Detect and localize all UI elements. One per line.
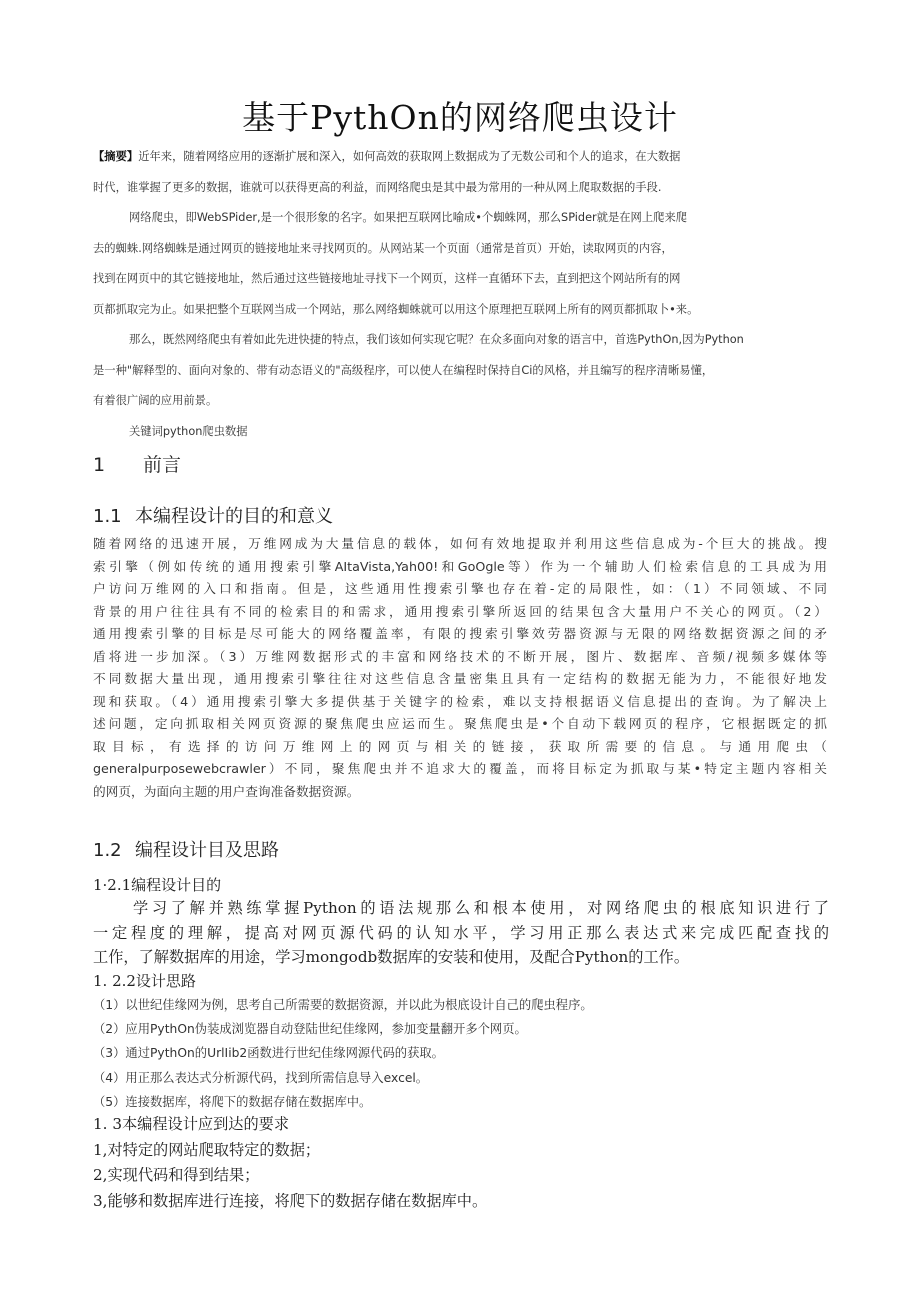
paragraph-line: 不同数据大量出现，通用搜索引擎往往对这些信息含量密集且具有一定结构的数据无能为力，不能很好地发: [93, 671, 827, 686]
paragraph-line: 通用搜索引擎的目标是尽可能大的网络覆盖率，有限的搜索引擎效劳器资源与无限的网络数据资源之间的矛: [93, 626, 827, 641]
paragraph-line: 的网页，为面向主题的用户查询准备数据资源。: [93, 783, 360, 799]
paragraph-line: 述问题，定向抓取相关网页资源的聚焦爬虫应运而生。聚焦爬虫是•个自动下载网页的程序，它根据既定的抓: [93, 716, 827, 731]
paragraph-line: 现和获取。（4）通用搜索引擎大多提供基于关键字的检索，难以支持根据语义信息提出的查询。为了解决上: [93, 693, 827, 709]
section-number: 1.2: [93, 840, 122, 861]
section-title: 编程设计目及思路: [135, 840, 279, 861]
abstract-line: 时代，谁掌握了更多的数据，谁就可以获得更高的利益，而网络爬虫是其中最为常用的一种从网上爬取数据的手段.: [93, 180, 662, 194]
abstract-line: 网络爬虫，即WebSPider,是一个很形象的名字。如果把互联网比喻成•个蜘蛛网，那么SPider就是在网上爬来爬: [129, 211, 688, 224]
document-title: 基于PythOn的网络爬虫设计: [242, 98, 678, 137]
paragraph-line: 背景的用户往往具有不同的检索目的和需求，通用搜索引擎所返回的结果包含大量用户不关心的网页。（2）: [93, 603, 827, 619]
section-1-2-2-heading: 1. 2.2设计思路: [93, 972, 196, 990]
paragraph-line: 一定程度的理解，提高对网页源代码的认知水平，学习用正那么表达式来完成匹配查找的: [93, 923, 829, 942]
paragraph-line: 盾将进一步加深。（3）万维网数据形式的丰富和网络技术的不断开展，图片、数据库、音频/视频多媒体等: [93, 648, 827, 664]
paragraph-line: 户访问万维网的入口和指南。但是，这些通用性搜索引擎也存在着-定的局限性，如：（1）不同领域、不同: [93, 581, 827, 596]
abstract-label: 【摘要】: [93, 150, 139, 163]
list-item: （4）用正那么表达式分析源代码，找到所需信息导入excel。: [93, 1070, 429, 1085]
requirements-section: [93, 1112, 833, 1214]
section-title: 前言: [143, 454, 182, 476]
abstract-line: 那么，既然网络爬虫有着如此先进快捷的特点，我们该如何实现它呢？在众多面向对象的语言中，首选PythOn,因为Python: [129, 333, 744, 346]
list-item: （2）应用PythOn伪装成浏览器自动登陆世纪佳缘网，参加变量翻开多个网页。: [93, 1022, 527, 1037]
abstract-line: 【摘要】近年来，随着网络应用的逐渐扩展和深入，如何高效的获取网上数据成为了无数公司和个人的追求，在大数据: [93, 150, 681, 163]
section-1-2-1-body: [93, 896, 829, 970]
paragraph-line: generalpurposewebcrawler）不同，聚焦爬虫并不追求大的覆盖，而将目标定为抓取与某•特定主题内容相关: [93, 761, 827, 776]
list-item: （1）以世纪佳缘网为例，思考自己所需要的数据资源，并以此为根底设计自己的爬虫程序。: [93, 998, 593, 1012]
section-1-2-heading: [93, 836, 279, 862]
list-item: （5）连接数据库，将爬下的数据存储在数据库中。: [93, 1094, 372, 1109]
list-item: 3,能够和数据库进行连接，将爬下的数据存储在数据库中。: [93, 1191, 488, 1210]
keywords-line: 关键词python爬虫数据: [129, 424, 248, 438]
section-number: 1.1: [93, 506, 122, 527]
section-number: 1: [93, 454, 106, 476]
section-title: 本编程设计的目的和意义: [135, 506, 333, 527]
abstract-line: 去的蜘蛛.网络蜘蛛是通过网页的链接地址来寻找网页的。从网站某一个页面（通常是首页）开始，读取网页的内容，: [93, 241, 673, 255]
paragraph-line: 索引擎（例如传统的通用搜索引擎AItaVista,Yah00!和GoOgle等）作为一个辅助人们检索信息的工具成为用: [93, 558, 827, 574]
abstract-line: 页都抓取完为止。如果把整个互联网当成一个网站，那么网络蜘蛛就可以用这个原理把互联网上所有的网页都抓取卜•来。: [93, 302, 699, 316]
paragraph-line: 取目标，有选择的访问万维网上的网页与相关的链接，获取所需要的信息。与通用爬虫（: [93, 738, 827, 754]
paragraph-line: 学习了解并熟练掌握Python的语法规那么和根本使用，对网络爬虫的根底知识进行了: [133, 899, 829, 917]
paragraph-line: 工作，了解数据库的用途，学习mongodb数据库的安装和使用，及配合Python的工作。: [93, 948, 690, 966]
abstract-line: 是一种"解释型的、面向对象的、带有动态语义的"高级程序，可以使人在编程时保持自Ci的风格，并且编写的程序清晰易懂，: [93, 363, 714, 377]
section-1-1-body: [93, 533, 827, 803]
section-1-3-heading: 1. 3本编程设计应到达的要求: [93, 1115, 290, 1133]
abstract-line: 找到在网页中的其它链接地址，然后通过这些链接地址寻找下一个网页，这样一直循环下去，直到把这个网站所有的网: [93, 272, 681, 285]
design-steps-list: [93, 993, 833, 1114]
abstract-line: 有着很广阔的应用前景。: [93, 394, 218, 407]
section-1-heading: [93, 450, 181, 477]
list-item: 1,对特定的网站爬取特定的数据；: [93, 1140, 321, 1159]
paragraph-line: 随着网络的迅速开展，万维网成为大量信息的载体，如何有效地提取并利用这些信息成为-个巨大的挑战。搜: [93, 536, 827, 551]
list-item: （3）通过PythOn的UrlIib2函数进行世纪佳缘网源代码的获取。: [93, 1046, 444, 1061]
section-1-1-heading: [93, 502, 333, 528]
section-1-2-1-heading: 1·2.1编程设计目的: [93, 876, 222, 894]
list-item: 2,实现代码和得到结果；: [93, 1166, 260, 1184]
abstract-section: [93, 142, 833, 447]
